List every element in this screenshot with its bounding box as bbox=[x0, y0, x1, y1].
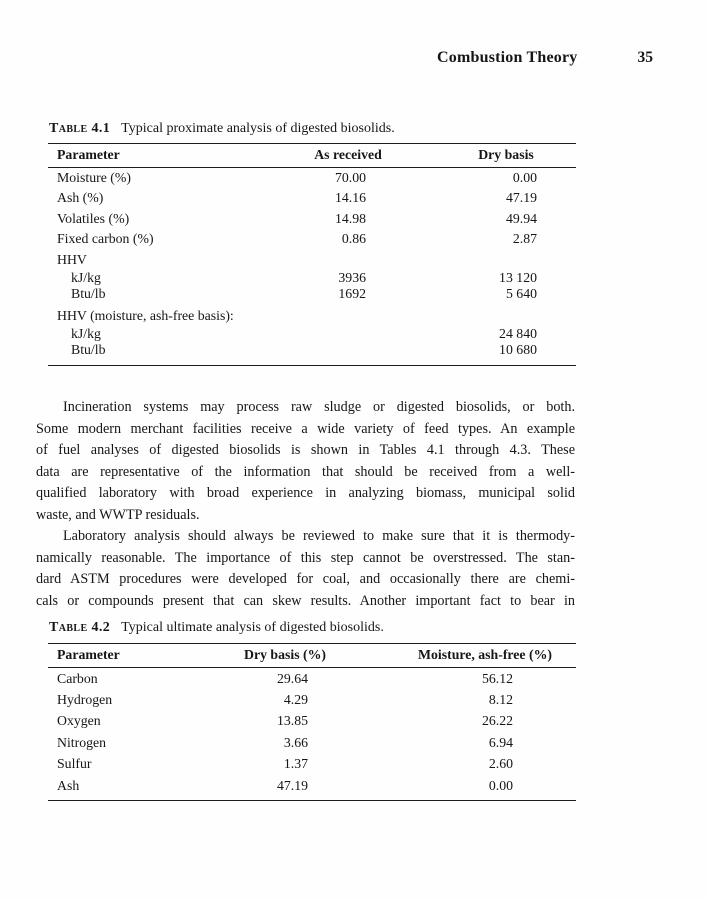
parameter-cell: kJ/kg bbox=[71, 326, 101, 342]
text-line: qualified laboratory with broad experience in analyzing biomass, municipal solid bbox=[36, 485, 575, 501]
paragraph bbox=[36, 397, 575, 526]
table-row bbox=[48, 342, 576, 366]
table-header-row bbox=[48, 644, 576, 668]
table-4-1-caption bbox=[49, 121, 395, 137]
parameter-cell: Btu/lb bbox=[71, 286, 106, 302]
value-cell: 0.00 bbox=[512, 170, 537, 185]
table-header-row bbox=[48, 144, 576, 168]
text-line: dard ASTM procedures were developed for coal, and occasionally there are chemi- bbox=[36, 571, 575, 587]
value-cell: 2.87 bbox=[512, 231, 537, 247]
body-text bbox=[36, 397, 575, 612]
table-row bbox=[48, 711, 576, 732]
parameter-cell: Ash bbox=[57, 777, 80, 793]
table-row bbox=[48, 229, 576, 249]
parameter-cell: kJ/kg bbox=[71, 270, 101, 286]
value-cell: 29.64 bbox=[276, 670, 308, 686]
value-cell: 0.00 bbox=[488, 777, 513, 793]
parameter-cell: Ash (%) bbox=[57, 190, 104, 206]
parameter-cell: Oxygen bbox=[57, 713, 101, 729]
table-row bbox=[48, 326, 576, 342]
column-header-as-received: As received bbox=[260, 144, 436, 168]
running-head bbox=[36, 49, 653, 67]
table-row bbox=[48, 286, 576, 302]
value-cell: 56.12 bbox=[481, 670, 513, 686]
value-cell: 14.16 bbox=[334, 190, 366, 206]
table-row bbox=[48, 168, 576, 189]
value-cell bbox=[436, 302, 576, 326]
page-number: 35 bbox=[637, 49, 653, 66]
parameter-cell: Volatiles (%) bbox=[57, 210, 130, 226]
table-row bbox=[48, 775, 576, 800]
value-cell: 70.00 bbox=[334, 170, 366, 185]
value-cell: 6.94 bbox=[488, 734, 513, 750]
value-cell: 24 840 bbox=[499, 326, 537, 342]
value-cell: 26.22 bbox=[481, 713, 513, 729]
table-row bbox=[48, 302, 576, 326]
text-line: Laboratory analysis should always be reviewed to make sure that it is thermody- bbox=[63, 528, 575, 544]
table-4-1-label: Table 4.1 bbox=[49, 121, 111, 136]
value-cell: 8.12 bbox=[488, 691, 513, 707]
text-line: namically reasonable. The importance of this step cannot be overstressed. The stan- bbox=[36, 549, 575, 566]
value-cell bbox=[260, 326, 436, 342]
ultimate-analysis-table bbox=[48, 643, 576, 801]
value-cell: 3936 bbox=[338, 270, 366, 286]
parameter-cell: Carbon bbox=[57, 670, 98, 686]
parameter-cell: HHV bbox=[57, 251, 87, 267]
proximate-analysis-table bbox=[48, 143, 576, 366]
value-cell bbox=[436, 250, 576, 270]
parameter-cell: Fixed carbon (%) bbox=[57, 231, 154, 247]
table-4-2-caption-text: Typical ultimate analysis of digested biosolids. bbox=[121, 620, 384, 635]
text-line: data are representative of the information that should be received from a well- bbox=[36, 463, 575, 480]
text-line: Incineration systems may process raw sludge or digested biosolids, or both. bbox=[63, 399, 575, 415]
value-cell: 2.60 bbox=[488, 756, 513, 772]
table-4-2-caption bbox=[49, 620, 384, 636]
text-line: Some modern merchant facilities receive a wide variety of feed types. An example bbox=[36, 420, 575, 437]
value-cell: 10 680 bbox=[499, 342, 537, 358]
value-cell bbox=[260, 250, 436, 270]
table-row bbox=[48, 754, 576, 775]
parameter-cell: Hydrogen bbox=[57, 691, 113, 707]
column-header-dry-basis: Dry basis bbox=[436, 144, 576, 168]
text-line: of fuel analyses of digested biosolids is shown in Tables 4.1 through 4.3. These bbox=[36, 442, 575, 458]
value-cell: 47.19 bbox=[276, 777, 308, 793]
column-header-moisture-ash-free: Moisture, ash-free (%) bbox=[380, 644, 576, 668]
paragraph bbox=[36, 526, 575, 612]
column-header-parameter: Parameter bbox=[48, 144, 260, 168]
table-4-2-label: Table 4.2 bbox=[49, 620, 111, 635]
value-cell: 3.66 bbox=[283, 734, 308, 750]
table-row bbox=[48, 209, 576, 229]
column-header-dry-basis-pct: Dry basis (%) bbox=[190, 644, 380, 668]
table-row bbox=[48, 689, 576, 710]
table-4-1-caption-text: Typical proximate analysis of digested biosolids. bbox=[121, 121, 395, 136]
text-line: cals or compounds present that can skew results. Another important fact to bear in bbox=[36, 592, 575, 609]
table-row bbox=[48, 668, 576, 690]
value-cell bbox=[260, 342, 436, 366]
value-cell: 14.98 bbox=[334, 210, 366, 226]
running-head-title: Combustion Theory bbox=[437, 49, 578, 66]
table-row bbox=[48, 250, 576, 270]
parameter-cell: Moisture (%) bbox=[57, 170, 131, 185]
value-cell: 0.86 bbox=[341, 231, 366, 247]
table-row bbox=[48, 188, 576, 208]
value-cell: 13 120 bbox=[499, 270, 537, 286]
column-header-parameter: Parameter bbox=[48, 644, 190, 668]
parameter-cell: HHV (moisture, ash-free basis): bbox=[57, 308, 234, 324]
parameter-cell: Btu/lb bbox=[71, 342, 106, 358]
table-row bbox=[48, 270, 576, 286]
value-cell bbox=[260, 302, 436, 326]
value-cell: 1.37 bbox=[283, 756, 308, 772]
value-cell: 49.94 bbox=[505, 210, 537, 226]
value-cell: 13.85 bbox=[276, 713, 308, 729]
value-cell: 5 640 bbox=[505, 286, 537, 302]
value-cell: 47.19 bbox=[505, 190, 537, 206]
text-line: waste, and WWTP residuals. bbox=[36, 506, 200, 523]
table-row bbox=[48, 732, 576, 753]
parameter-cell: Sulfur bbox=[57, 756, 92, 772]
value-cell: 4.29 bbox=[283, 691, 308, 707]
value-cell: 1692 bbox=[338, 286, 366, 302]
parameter-cell: Nitrogen bbox=[57, 734, 107, 750]
